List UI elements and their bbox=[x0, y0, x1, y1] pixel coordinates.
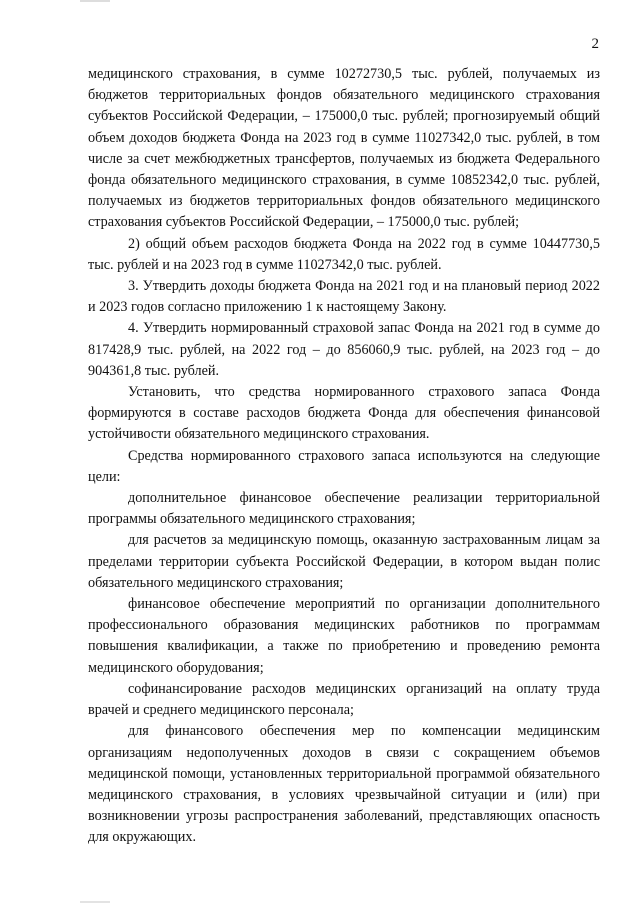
paragraph-purpose-additional-funding: дополнительное финансовое обеспечение реализации территориальной программы обязательного медицинского страхования; bbox=[88, 490, 600, 528]
page-number: 2 bbox=[591, 36, 599, 52]
paragraph-purpose-settlements: для расчетов за медицинскую помощь, оказанную застрахованным лицам за пределами территории субъекта Российской Федерации, в котором выдан полис обязательного медицинского страхования; bbox=[88, 532, 600, 591]
paragraph-item-4-reserve: 4. Утвердить нормированный страховой запас Фонда на 2021 год в сумме до 817428,9 тыс. рублей, на 2022 год – до 856060,9 тыс. рублей, на 2023 год – до 904361,8 тыс. рублей. bbox=[88, 320, 600, 379]
paragraph-item-3-revenues: 3. Утвердить доходы бюджета Фонда на 2021 год и на плановый период 2022 и 2023 годов согласно приложению 1 к настоящему Закону. bbox=[88, 278, 600, 316]
paragraph-revenue-continuation: медицинского страхования, в сумме 10272730,5 тыс. рублей, получаемых из бюджетов территориальных фондов обязательного медицинского страхования субъектов Российской Федерации, – 175000,0 тыс. рублей; прогнозируемый общий объем доходов бюджета Фонда на 2023 год в сумме 11027342,0 тыс. рублей, в том числе за счет межбюджетных трансфертов, получаемых из бюджета Федерального фонда обязательного медицинского страхования, в сумме 10852342,0 тыс. рублей, получаемых из бюджетов территориальных фондов обязательного медицинского страхования субъектов Российской Федерации, – 175000,0 тыс. рублей; bbox=[88, 66, 600, 231]
paragraph-purpose-compensation: для финансового обеспечения мер по компенсации медицинским организациям недополученных доходов в связи с сокращением объемов медицинской помощи, установленных территориальной программой обязательного медицинского страхования, в условиях чрезвычайной ситуации и (или) при возникновении угрозы распространения заболеваний, представляющих опасность для окружающих. bbox=[88, 723, 600, 846]
document-body bbox=[88, 64, 600, 849]
paragraph-reserve-purposes-intro: Средства нормированного страхового запаса используются на следующие цели: bbox=[88, 447, 600, 485]
scan-artifact-bottom bbox=[80, 901, 110, 903]
paragraph-purpose-training-equipment: финансовое обеспечение мероприятий по организации дополнительного профессионального образования медицинских работников по программам повышения квалификации, а также по приобретению и проведению ремонта медицинского оборудования; bbox=[88, 596, 600, 676]
paragraph-purpose-cofinancing-salaries: софинансирование расходов медицинских организаций на оплату труда врачей и среднего медицинского персонала; bbox=[88, 680, 600, 719]
scan-artifact-top bbox=[80, 0, 110, 2]
paragraph-reserve-formation: Установить, что средства нормированного страхового запаса Фонда формируются в составе расходов бюджета Фонда для обеспечения финансовой устойчивости обязательного медицинского страхования. bbox=[88, 384, 600, 443]
paragraph-item-2-expenses: 2) общий объем расходов бюджета Фонда на 2022 год в сумме 10447730,5 тыс. рублей и на 2023 год в сумме 11027342,0 тыс. рублей. bbox=[88, 235, 600, 273]
